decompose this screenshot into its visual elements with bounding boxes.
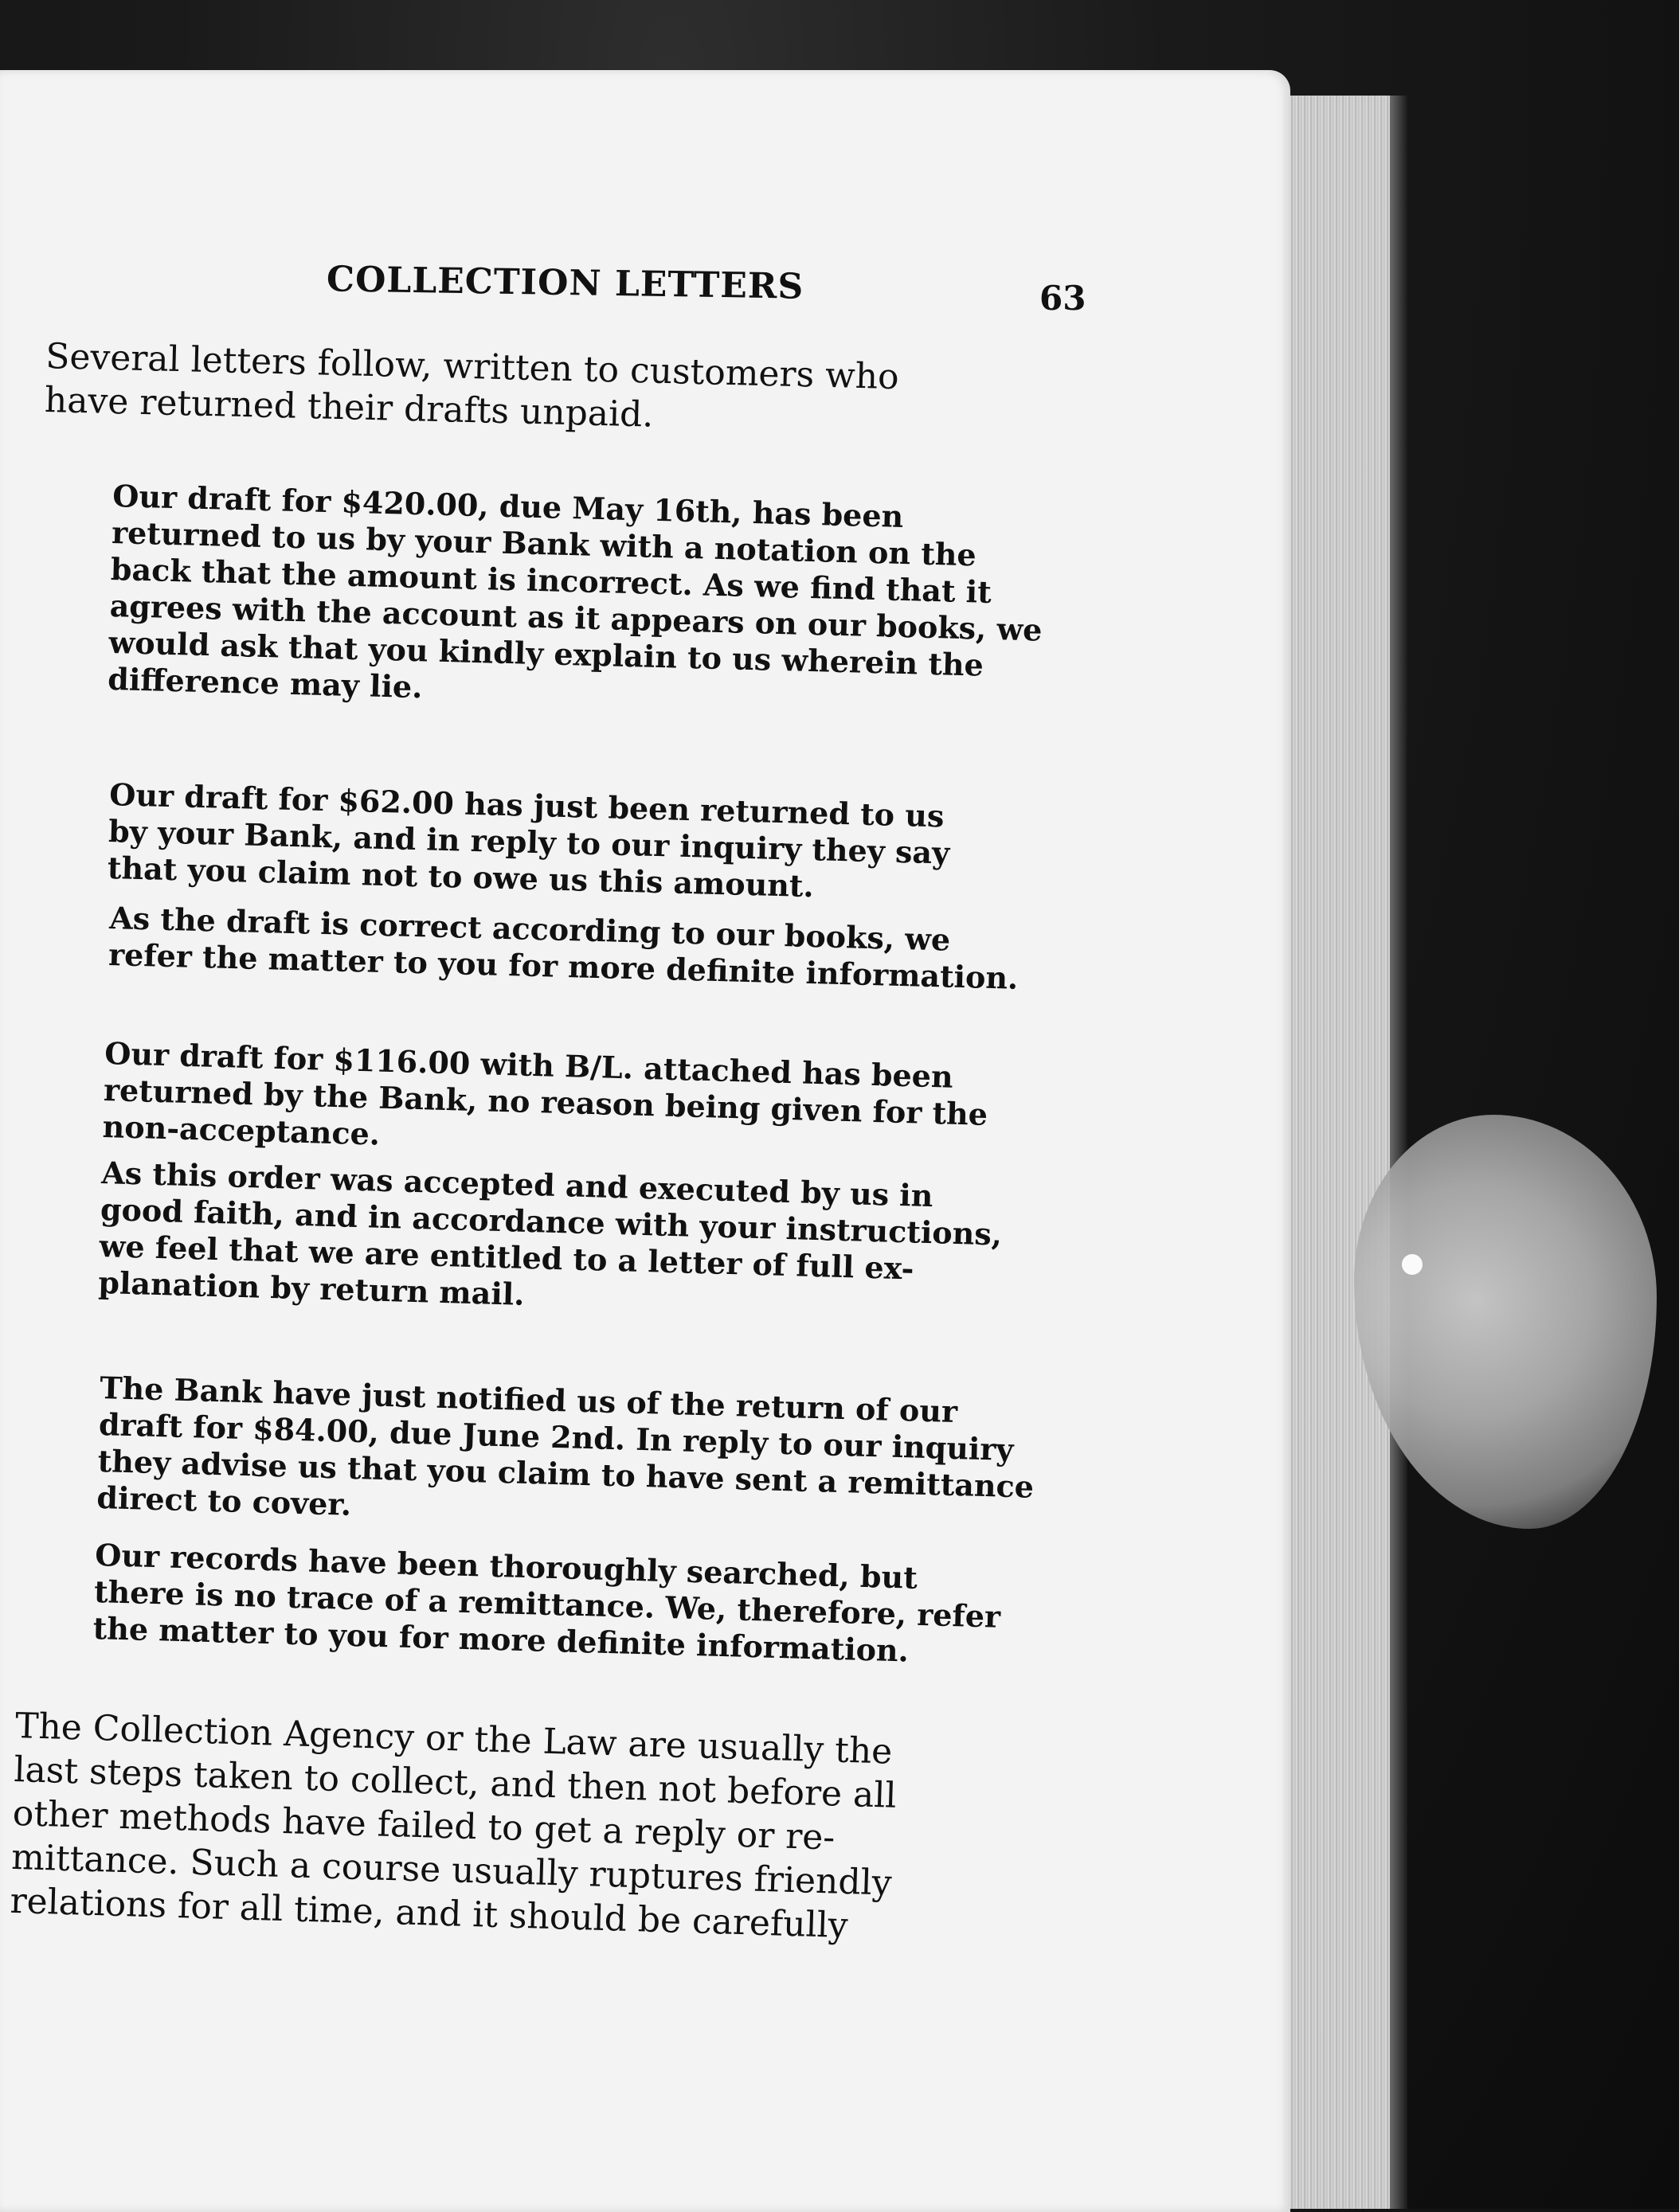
letter-3-paragraph-1: Our draft for $116.00 with B/L. attached has been returned by the Bank, no reason being given for the non-acceptance. (102, 1035, 988, 1152)
page-number: 63 (1039, 279, 1086, 318)
letter-1: Our draft for $420.00, due May 16th, has been returned to us by your Bank with a notation on the back that the amount is incorrect. As we find that it agrees with the account as it appears on our books, we would ask that you kindly explain to us wherein the difference may lie. (107, 478, 1043, 705)
letter-2-paragraph-2: As the draft is correct according to our books, we refer the matter to you for more definite information. (108, 900, 1019, 996)
intro-paragraph: Several letters follow, written to customers who have returned their drafts unpaid. (44, 335, 900, 436)
letter-3-paragraph-2: As this order was accepted and executed by us in good faith, and in accordance with your instructions, we feel that we are entitled to a letter of full ex- planation by return mail. (97, 1155, 1003, 1312)
letter-4-paragraph-1: The Bank have just notified us of the return of our draft for $84.00, due June 2nd. In reply to our inquiry they advise us that you claim to have sent a remittance direct to cover. (96, 1370, 1035, 1522)
paper-stain-spot (1402, 1254, 1423, 1275)
closing-paragraph: The Collection Agency or the Law are usually the last steps taken to collect, and then not before all other methods have failed to get a reply or re- mittance. Such a course usually ruptures friendly relations for all time, and it should be carefully (9, 1705, 898, 1947)
letter-2-paragraph-1: Our draft for $62.00 has just been returned to us by your Bank, and in reply to our inquiry they say that you claim not to owe us this amount. (107, 776, 950, 905)
letter-4-paragraph-2: Our records have been thoroughly searched, but there is no trace of a remittance. We, therefore, refer the matter to you for more definite information. (92, 1537, 1001, 1669)
running-head: COLLECTION LETTERS (326, 259, 804, 307)
